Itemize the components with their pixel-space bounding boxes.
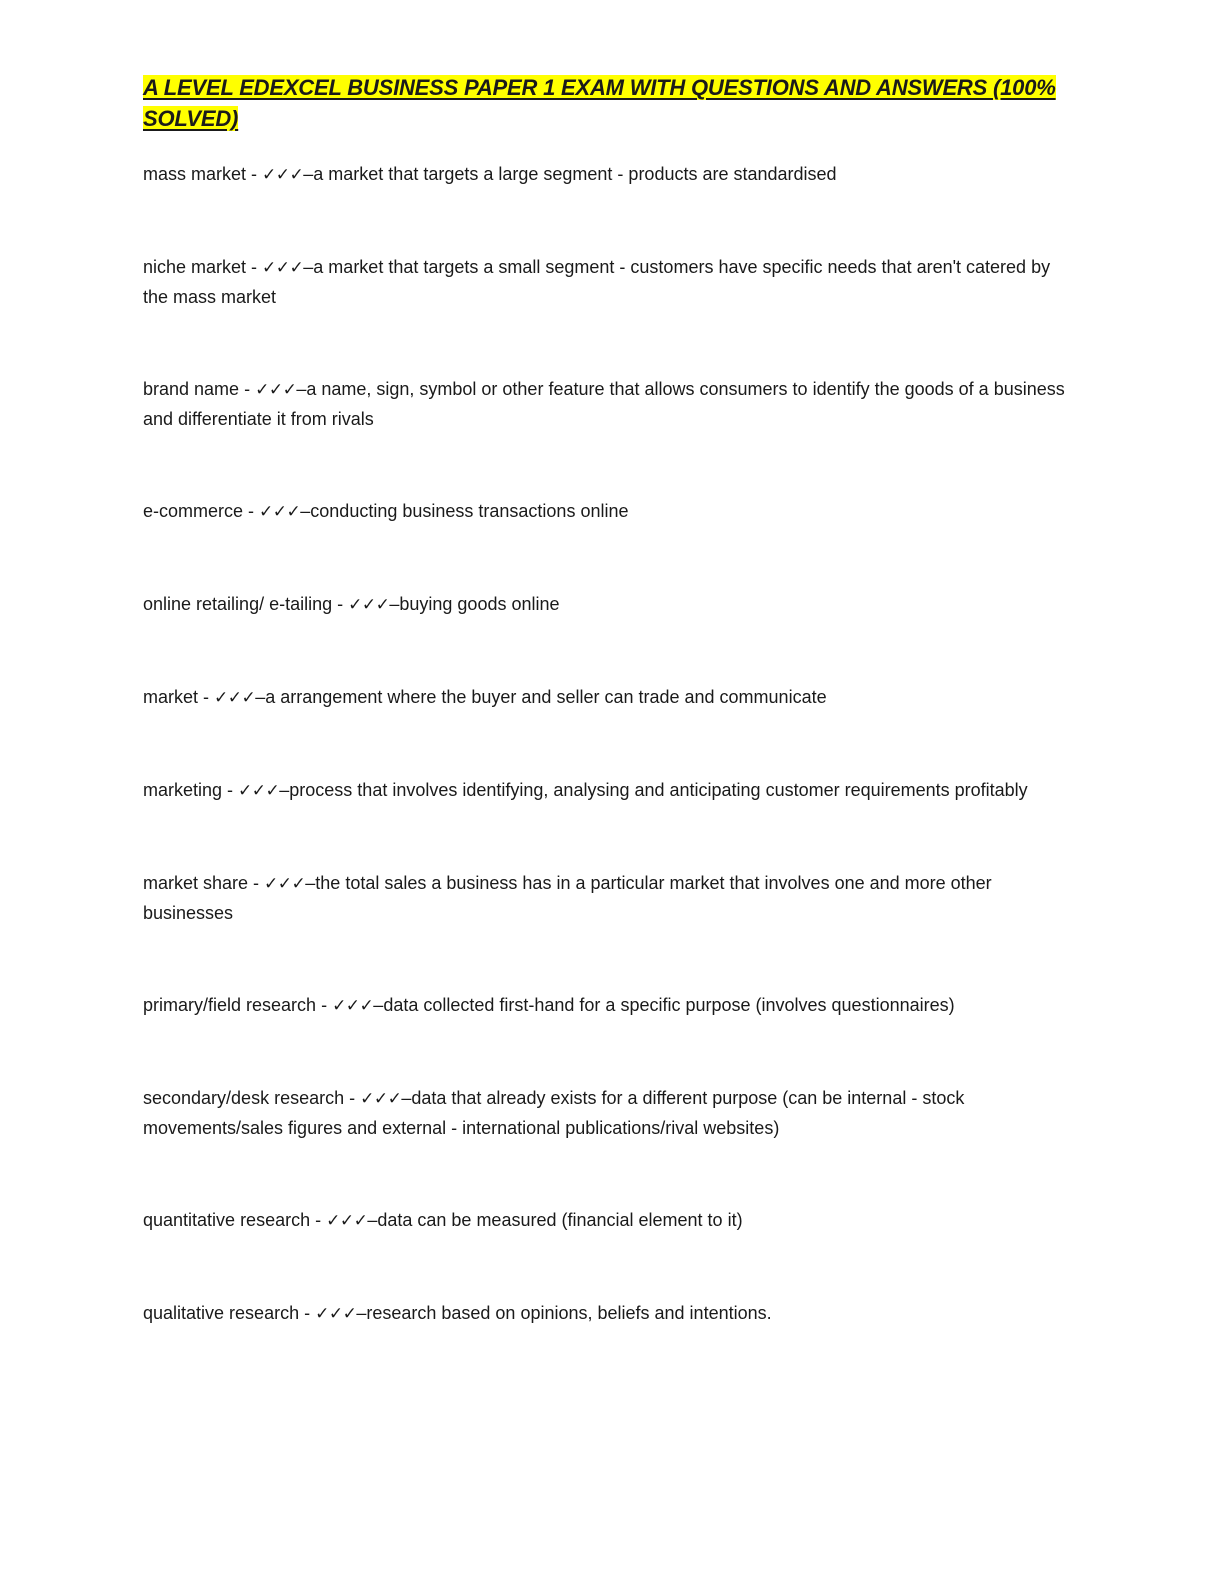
entry-definition: conducting business transactions online	[310, 501, 629, 521]
entry-term: mass market	[143, 164, 247, 184]
entry-term: marketing	[143, 780, 223, 800]
entry-definition: a name, sign, symbol or other feature that allows consumers to identify the goods of a business and differentiate it from rivals	[143, 379, 1065, 429]
checkmarks-icon: ✓✓✓	[264, 874, 306, 894]
entry-list	[143, 160, 1073, 1329]
checkmarks-icon: ✓✓✓	[262, 258, 304, 278]
list-item: marketing - ✓✓✓–process that involves identifying, analysing and anticipating customer requirements profitably	[143, 780, 1028, 801]
list-item: market share - ✓✓✓–the total sales a business has in a particular market that involves one and more other businesses	[143, 873, 992, 923]
entry-term: online retailing/ e-tailing	[143, 594, 333, 614]
entry-definition: process that involves identifying, analysing and anticipating customer requirements profitably	[289, 780, 1028, 800]
list-item: brand name - ✓✓✓–a name, sign, symbol or other feature that allows consumers to identify the goods of a business and differentiate it from rivals	[143, 379, 1065, 429]
entry-definition: a market that targets a small segment - customers have specific needs that aren't catered by the mass market	[143, 257, 1051, 307]
list-item: qualitative research - ✓✓✓–research based on opinions, beliefs and intentions.	[143, 1303, 772, 1324]
list-item: market - ✓✓✓–a arrangement where the buyer and seller can trade and communicate	[143, 687, 827, 708]
document-page	[143, 72, 1073, 1392]
list-item: e-commerce - ✓✓✓–conducting business transactions online	[143, 501, 629, 522]
list-item: primary/field research - ✓✓✓–data collected first-hand for a specific purpose (involves questionnaires)	[143, 995, 955, 1016]
entry-term: quantitative research	[143, 1210, 311, 1230]
entry-term: niche market	[143, 257, 247, 277]
list-item: quantitative research - ✓✓✓–data can be measured (financial element to it)	[143, 1210, 743, 1231]
entry-definition: research based on opinions, beliefs and intentions.	[366, 1303, 772, 1323]
entry-definition: buying goods online	[399, 594, 560, 614]
list-item: mass market - ✓✓✓–a market that targets a large segment - products are standardised	[143, 164, 837, 185]
entry-term: e-commerce	[143, 501, 244, 521]
checkmarks-icon: ✓✓✓	[259, 502, 301, 522]
entry-term: primary/field research	[143, 995, 317, 1015]
entry-definition: data collected first-hand for a specific purpose (involves questionnaires)	[383, 995, 955, 1015]
entry-term: market	[143, 687, 199, 707]
entry-term: qualitative research	[143, 1303, 300, 1323]
checkmarks-icon: ✓✓✓	[238, 781, 280, 801]
checkmarks-icon: ✓✓✓	[315, 1304, 357, 1324]
checkmarks-icon: ✓✓✓	[332, 996, 374, 1016]
entry-term: secondary/desk research	[143, 1088, 345, 1108]
checkmarks-icon: ✓✓✓	[348, 595, 390, 615]
entry-definition: a arrangement where the buyer and seller can trade and communicate	[265, 687, 827, 707]
checkmarks-icon: ✓✓✓	[262, 165, 304, 185]
checkmarks-icon: ✓✓✓	[255, 380, 297, 400]
checkmarks-icon: ✓✓✓	[214, 688, 256, 708]
entry-term: brand name	[143, 379, 240, 399]
document-title	[143, 72, 1073, 134]
list-item: niche market - ✓✓✓–a market that targets a small segment - customers have specific needs that aren't catered by the mass market	[143, 257, 1051, 307]
entry-term: market share	[143, 873, 249, 893]
list-item: online retailing/ e-tailing - ✓✓✓–buying goods online	[143, 594, 560, 615]
checkmarks-icon: ✓✓✓	[360, 1089, 402, 1109]
entry-definition: data that already exists for a different purpose (can be internal - stock movements/sales figures and external - international publications/rival websites)	[143, 1088, 965, 1138]
entry-definition: the total sales a business has in a particular market that involves one and more other businesses	[143, 873, 992, 923]
list-item: secondary/desk research - ✓✓✓–data that already exists for a different purpose (can be internal - stock movements/sales figures and external - international publications/rival websites)	[143, 1088, 965, 1138]
entry-definition: data can be measured (financial element to it)	[377, 1210, 743, 1230]
checkmarks-icon: ✓✓✓	[326, 1211, 368, 1231]
entry-definition: a market that targets a large segment - products are standardised	[313, 164, 837, 184]
document-title-text: A LEVEL EDEXCEL BUSINESS PAPER 1 EXAM WITH QUESTIONS AND ANSWERS (100% SOLVED)	[143, 75, 1056, 131]
